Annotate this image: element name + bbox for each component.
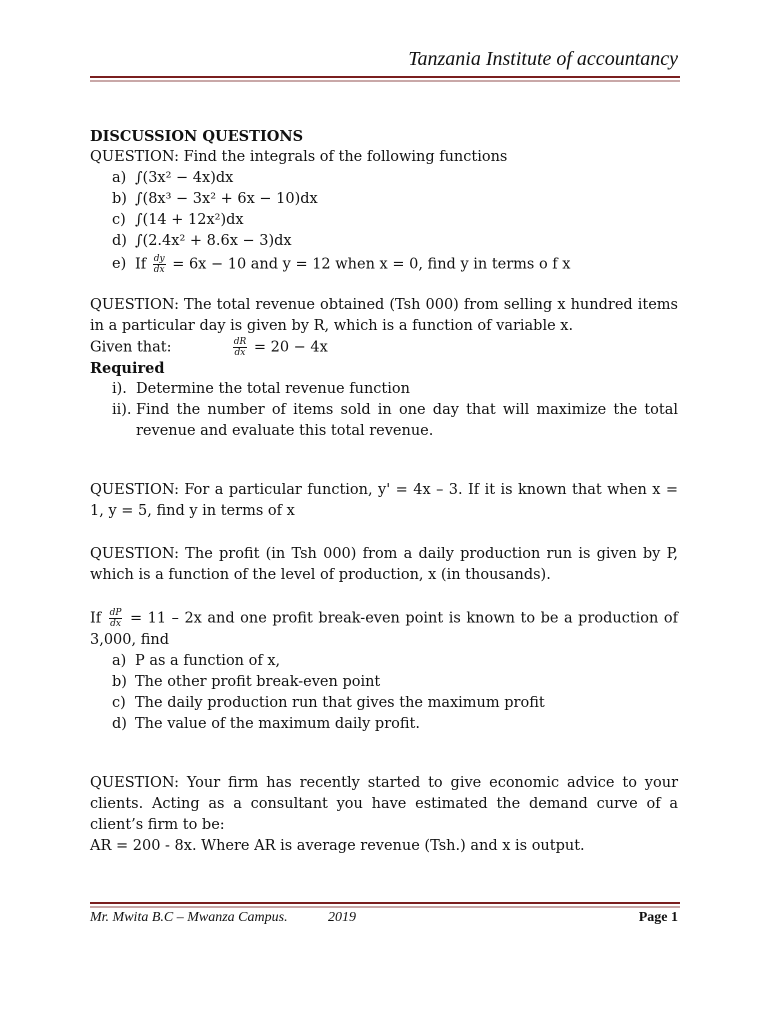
q5-ar: AR = 200 - 8x. Where AR is average revenue (Tsh.) and x is output. <box>90 837 585 854</box>
required-label: Required <box>90 360 165 377</box>
given-label: Given that: <box>90 339 172 355</box>
q5-intro: QUESTION: Your firm has recently started to give economic advice to your clients. Acting as a consultant you have estimated the demand curve of a client’s firm to be: <box>90 774 678 833</box>
q3-text: QUESTION: For a particular function, y' = 4x – 3. If it is known that when x = 1, y = 5, find y in terms of x <box>90 482 678 519</box>
derivative-fraction: $\frac{dy}{dx}$ <box>153 254 165 275</box>
q2-list <box>90 379 678 442</box>
list-item: ii). Find the number of items sold in one day that will maximize the total revenue and evaluate this total revenue. <box>112 402 678 439</box>
content <box>90 126 678 857</box>
q4-condition: If $\frac{dP}{dx}$ = 11 – 2x and one profit break-even point is known to be a production of 3,000, find <box>90 608 678 648</box>
list-item: b) ∫(8x³ − 3x² + 6x − 10)dx <box>112 191 318 207</box>
q2-intro: QUESTION: The total revenue obtained (Tsh 000) from selling x hundred items in a particular day is given by R, which is a function of variable x. <box>90 296 678 334</box>
q4-list <box>90 651 678 735</box>
given-expression: = 20 − 4x <box>253 339 328 355</box>
header-rule <box>90 76 680 82</box>
list-item: d) The value of the maximum daily profit. <box>112 715 420 732</box>
list-item: b) The other profit break-even point <box>112 673 381 690</box>
derivative-fraction: $\frac{dR}{dx}$ <box>233 336 247 358</box>
condition-text: = 6x − 10 and y = 12 when x = 0, find y in terms o f x <box>172 256 571 273</box>
list-item: e) If $\frac{dy}{dx}$ = 6x − 10 and y = 12 when x = 0, find y in terms o f x <box>112 254 571 275</box>
header-title: Tanzania Institute of accountancy <box>408 48 678 70</box>
list-item: a) ∫(3x² − 4x)dx <box>112 170 234 186</box>
derivative-fraction: $\frac{dP}{dx}$ <box>109 608 122 629</box>
q1-intro: QUESTION: Find the integrals of the following functions <box>90 149 508 165</box>
if-word: If <box>135 256 147 273</box>
list-item: d) ∫(2.4x² + 8.6x − 3)dx <box>112 233 292 249</box>
list-item: c) ∫(14 + 12x²)dx <box>112 212 244 228</box>
page-number: Page 1 <box>638 910 678 925</box>
q1-list <box>90 168 678 276</box>
footer-rule <box>90 902 680 908</box>
q4-intro: QUESTION: The profit (in Tsh 000) from a daily production run is given by P, which is a function of the level of production, x (in thousands). <box>90 546 678 583</box>
footer-year: 2019 <box>328 910 356 925</box>
footer-author: Mr. Mwita B.C – Mwanza Campus. <box>90 910 288 925</box>
list-item: c) The daily production run that gives the maximum profit <box>112 694 545 711</box>
list-item: a) P as a function of x, <box>112 652 281 669</box>
given-line <box>90 337 678 359</box>
section-heading: DISCUSSION QUESTIONS <box>90 128 304 145</box>
list-item: i). Determine the total revenue function <box>112 381 410 397</box>
